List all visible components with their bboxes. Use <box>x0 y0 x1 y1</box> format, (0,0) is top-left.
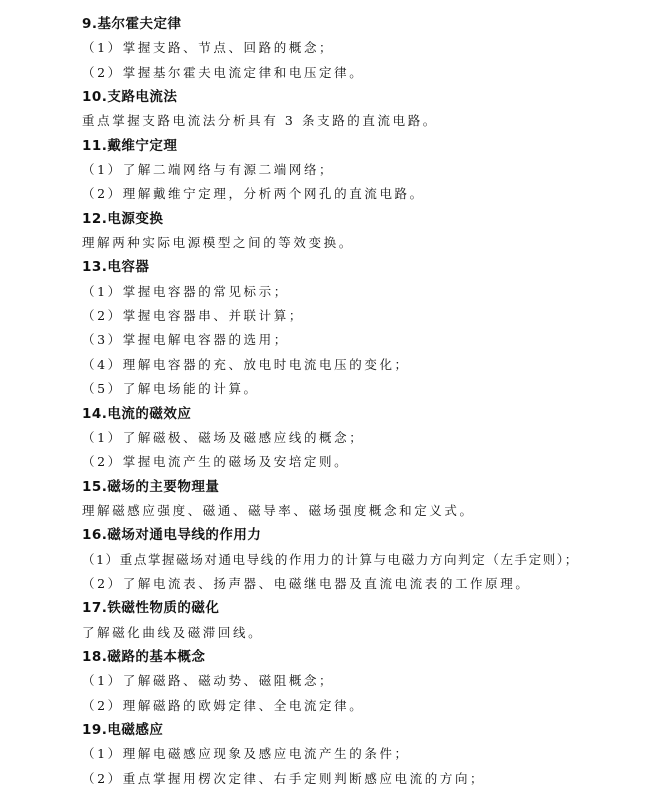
section-18-item-2: （2）理解磁路的欧姆定律、全电流定律。 <box>82 697 365 713</box>
section-12-item-1: 理解两种实际电源模型之间的等效变换。 <box>82 235 354 251</box>
section-heading-10: 10.支路电流法 <box>82 89 178 106</box>
section-heading-12: 12.电源变换 <box>82 210 164 227</box>
section-heading-13: 13.电容器 <box>82 259 150 276</box>
section-heading-14: 14.电流的磁效应 <box>82 405 192 422</box>
section-14-item-2: （2）掌握电流产生的磁场及安培定则。 <box>82 454 350 470</box>
section-13-item-4: （4）理解电容器的充、放电时电流电压的变化； <box>82 356 410 372</box>
section-13-item-2: （2）掌握电容器串、并联计算； <box>82 308 304 324</box>
section-9-item-2: （2）掌握基尔霍夫电流定律和电压定律。 <box>82 64 365 80</box>
section-heading-9: 9.基尔霍夫定律 <box>82 16 182 32</box>
section-heading-19: 19.电磁感应 <box>82 721 164 738</box>
section-13-item-1: （1）掌握电容器的常见标示； <box>82 283 289 299</box>
section-heading-15: 15.磁场的主要物理量 <box>82 478 220 495</box>
section-heading-16: 16.磁场对通电导线的作用力 <box>82 527 262 544</box>
section-heading-11: 11.戴维宁定理 <box>82 137 178 154</box>
section-19-item-2: （2）重点掌握用楞次定律、右手定则判断感应电流的方向； <box>82 770 486 786</box>
section-19-item-1: （1）理解电磁感应现象及感应电流产生的条件； <box>82 746 410 762</box>
document-page <box>82 12 642 791</box>
section-16-item-1: （1）重点掌握磁场对通电导线的作用力的计算与电磁力方向判定（左手定则）； <box>82 551 579 567</box>
section-15-item-1: 理解磁感应强度、磁通、磁导率、磁场强度概念和定义式。 <box>82 502 475 518</box>
section-13-item-5: （5）了解电场能的计算。 <box>82 381 259 397</box>
section-13-item-3: （3）掌握电解电容器的选用； <box>82 332 289 348</box>
section-11-item-1: （1）了解二端网络与有源二端网络； <box>82 162 335 178</box>
section-heading-18: 18.磁路的基本概念 <box>82 648 206 665</box>
section-11-item-2: （2）理解戴维宁定理，分析两个网孔的直流电路。 <box>82 186 425 202</box>
section-10-item-1: 重点掌握支路电流法分析具有 3 条支路的直流电路。 <box>82 113 438 129</box>
section-18-item-1: （1）了解磁路、磁动势、磁阻概念； <box>82 673 335 689</box>
section-14-item-1: （1）了解磁极、磁场及磁感应线的概念； <box>82 429 365 445</box>
section-16-item-2: （2）了解电流表、扬声器、电磁继电器及直流电流表的工作原理。 <box>82 575 531 591</box>
section-heading-17: 17.铁磁性物质的磁化 <box>82 600 220 617</box>
section-9-item-1: （1）掌握支路、节点、回路的概念； <box>82 40 335 56</box>
section-17-item-1: 了解磁化曲线及磁滞回线。 <box>82 624 264 640</box>
